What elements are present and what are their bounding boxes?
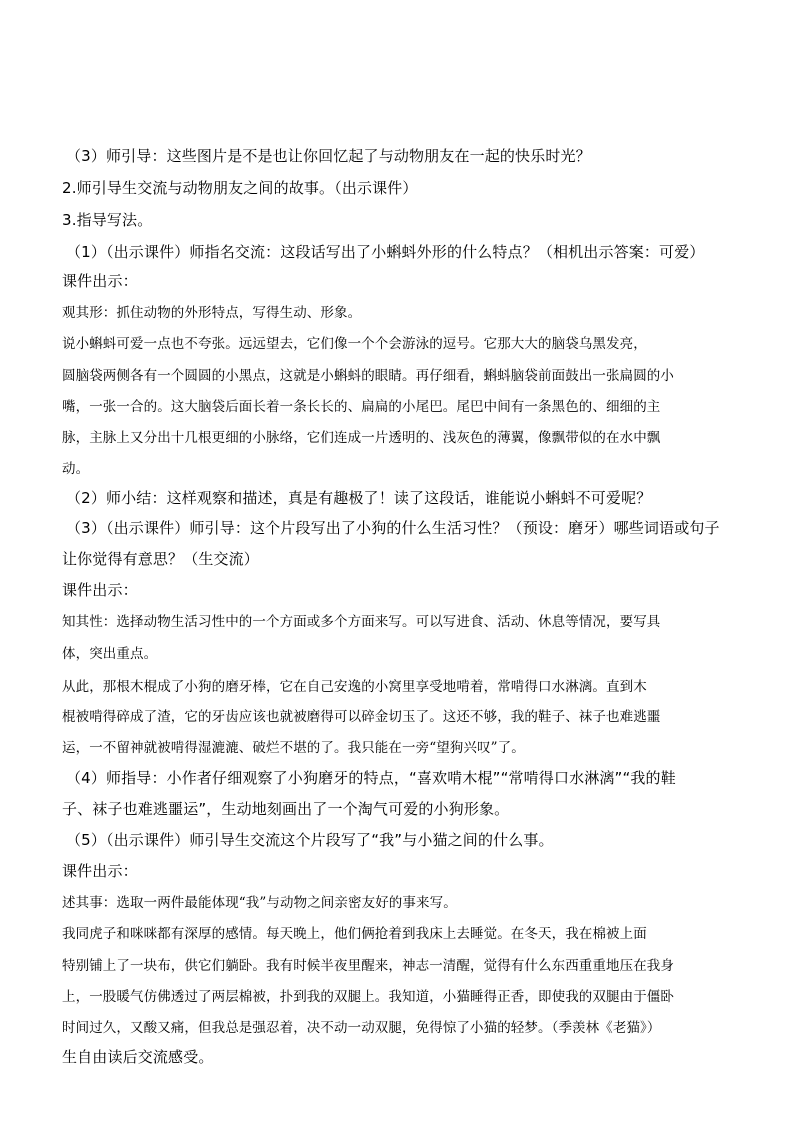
text-line: 体，突出重点。 [62,646,158,662]
text-line: （1）（出示课件）师指名交流：这段话写出了小蝌蚪外形的什么特点？（相机出示答案：可爱） [66,243,705,261]
text-line: 从此，那根木棍成了小狗的磨牙棒，它在自己安逸的小窝里享受地啃着，常啃得口水淋漓。直到木 [62,679,647,695]
text-line: 让你觉得有意思？（生交流） [62,550,259,568]
text-line: （5）（出示课件）师引导生交流这个片段写了“我”与小猫之间的什么事。 [66,831,554,849]
text-line: 脉，主脉上又分出十几根更细的小脉络，它们连成一片透明的、浅灰色的薄翼，像飘带似的在水中飘 [62,430,661,446]
text-line: （2）师小结：这样观察和描述，真是有趣极了！读了这段话，谁能说小蝌蚪不可爱呢？ [66,489,652,507]
text-line: 子、袜子也难逃噩运”，生动地刻画出了一个淘气可爱的小狗形象。 [62,800,510,818]
text-line: 课件出示： [62,581,138,599]
text-line: 圆脑袋两侧各有一个圆圆的小黑点，这就是小蝌蚪的眼睛。再仔细看，蝌蚪脑袋前面鼓出一张扁圆的小 [62,368,674,384]
text-line: （4）师指导：小作者仔细观察了小狗磨牙的特点，“喜欢啃木棍”“常啃得口水淋漓”“我的鞋 [66,769,676,787]
text-line: 上，一股暖气仿佛透过了两层棉被，扑到我的双腿上。我知道，小猫睡得正香，即使我的双腿由于僵卧 [62,989,674,1005]
text-line: （3）师引导：这些图片是不是也让你回忆起了与动物朋友在一起的快乐时光？ [66,147,591,165]
text-line: 我同虎子和咪咪都有深厚的感情。每天晚上，他们俩抢着到我床上去睡觉。在冬天，我在棉被上面 [62,926,647,942]
text-line: （3）（出示课件）师引导：这个片段写出了小狗的什么生活习性？（预设：磨牙）哪些词语或句子 [66,519,720,537]
text-line: 2.师引导生交流与动物朋友之间的故事。（出示课件） [62,179,418,197]
text-line: 特别铺上了一块布，供它们躺卧。我有时候半夜里醒来，神志一清醒，觉得有什么东西重重地压在我身 [62,958,674,974]
text-line: 棍被啃得碎成了渣，它的牙齿应该也就被磨得可以碎金切玉了。这还不够，我的鞋子、袜子也难逃噩 [62,709,661,725]
text-line: 说小蝌蚪可爱一点也不夸张。远远望去，它们像一个个会游泳的逗号。它那大大的脑袋乌黑发亮， [62,336,647,352]
text-line: 嘴，一张一合的。这大脑袋后面长着一条长长的、扁扁的小尾巴。尾巴中间有一条黑色的、细细的主 [62,399,661,415]
text-line: 时间过久，又酸又痛，但我总是强忍着，决不动一动双腿，免得惊了小猫的轻梦。（季羡林《老猫》） [62,1020,661,1036]
text-line: 课件出示： [62,862,138,880]
text-line: 动。 [62,461,90,477]
text-line: 课件出示： [62,272,138,290]
text-line: 3.指导写法。 [62,211,153,229]
text-line: 述其事：选取一两件最能体现“我”与动物之间亲密友好的事来写。 [62,895,457,911]
text-line: 生自由读后交流感受。 [62,1048,214,1066]
text-line: 运，一不留神就被啃得湿漉漉、破烂不堪的了。我只能在一旁“望狗兴叹”了。 [62,740,525,756]
text-line: 观其形：抓住动物的外形特点，写得生动、形象。 [62,305,362,321]
text-line: 知其性：选择动物生活习性中的一个方面或多个方面来写。可以写进食、活动、休息等情况，要写具 [62,614,661,630]
